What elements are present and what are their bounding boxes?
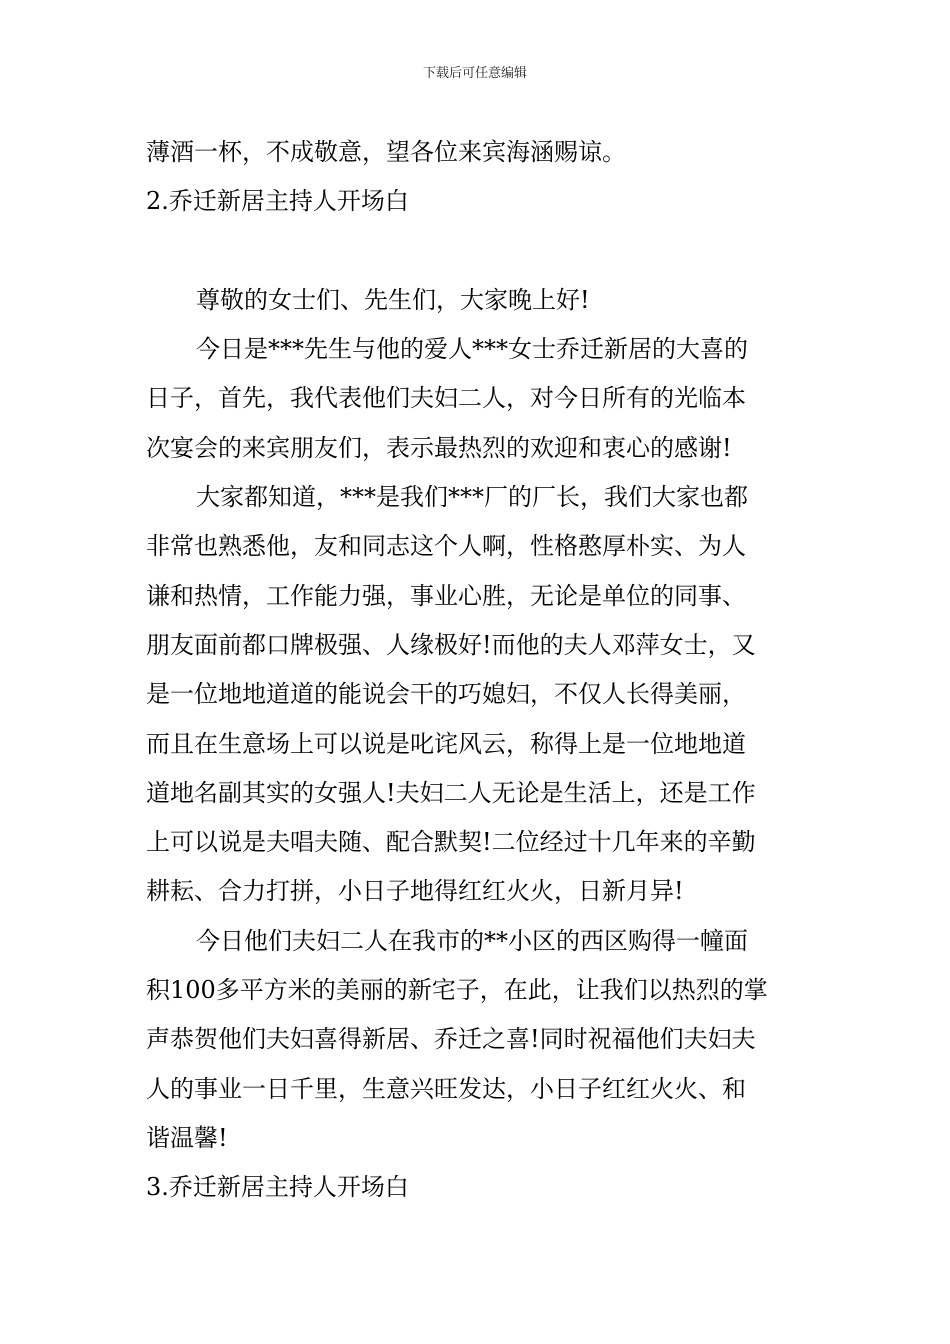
- paragraph-first-line: 今日他们夫妇二人在我市的**小区的西区购得一幢面: [196, 926, 748, 955]
- document-body: [146, 128, 810, 1213]
- text-line: 谐温馨!: [146, 1123, 228, 1152]
- text-line: 人的事业一日千里，生意兴旺发达，小日子红红火火、和: [146, 1074, 746, 1103]
- paragraph-first-line: 今日是***先生与他的爱人***女士乔迁新居的大喜的: [196, 335, 748, 364]
- section-heading: 2.乔迁新居主持人开场白: [146, 187, 409, 216]
- text-line: 而且在生意场上可以说是叱诧风云，称得上是一位地地道: [146, 729, 746, 758]
- text-line: 谦和热情，工作能力强，事业心胜，无论是单位的同事、: [146, 581, 746, 610]
- text-line: 非常也熟悉他，友和同志这个人啊，性格憨厚朴实、为人: [146, 532, 746, 561]
- page-header: 下载后可任意编辑: [422, 66, 527, 81]
- text-line: 薄酒一杯，不成敬意，望各位来宾海涵赐谅。: [146, 138, 626, 166]
- text-line: 耕耘、合力打拼，小日子地得红红火火，日新月异!: [146, 877, 684, 906]
- blank-line: [146, 227, 810, 276]
- paragraph-first-line: 大家都知道，***是我们***厂的厂长，我们大家也都: [196, 483, 748, 512]
- paragraph-first-line: 尊敬的女士们、先生们，大家晚上好!: [196, 285, 590, 314]
- section-heading: 3.乔迁新居主持人开场白: [146, 1173, 409, 1202]
- text-line: 上可以说是夫唱夫随、配合默契!二位经过十几年来的辛勤: [146, 828, 756, 857]
- text-line: 次宴会的来宾朋友们，表示最热烈的欢迎和衷心的感谢!: [146, 433, 732, 462]
- text-line: 积100多平方米的美丽的新宅子，在此，让我们以热烈的掌: [146, 976, 768, 1005]
- text-line: 声恭贺他们夫妇喜得新居、乔迁之喜!同时祝福他们夫妇夫: [146, 1025, 756, 1054]
- text-line: 朋友面前都口牌极强、人缘极好!而他的夫人邓萍女士，又: [146, 630, 756, 659]
- text-line: 日子，首先，我代表他们夫妇二人，对今日所有的光临本: [146, 384, 746, 413]
- text-line: 道地名副其实的女强人!夫妇二人无论是生活上，还是工作: [146, 778, 756, 807]
- text-line: 是一位地地道道的能说会干的巧媳妇，不仅人长得美丽，: [146, 680, 746, 709]
